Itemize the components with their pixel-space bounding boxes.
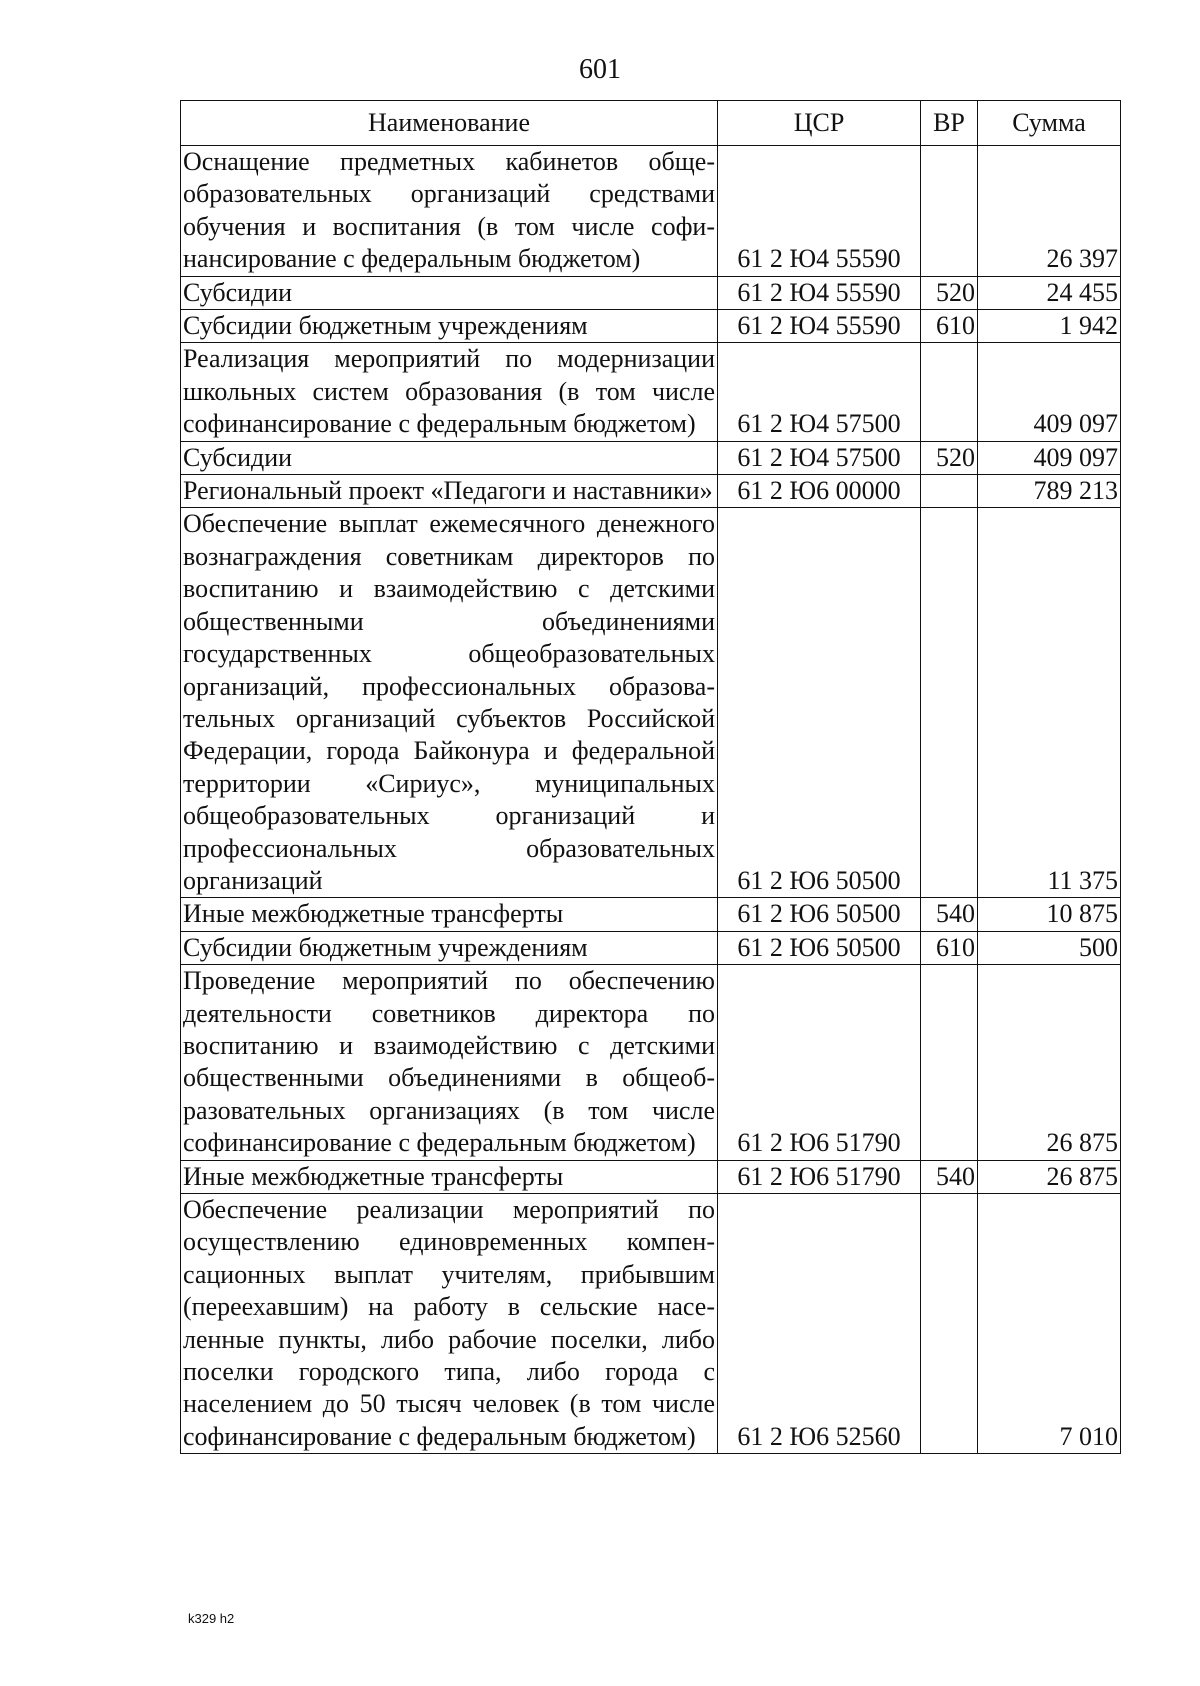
table-row <box>181 931 1121 964</box>
csr-cell: 61 2 Ю6 52560 <box>718 1194 921 1454</box>
vr-cell <box>921 965 978 1160</box>
table-row <box>181 146 1121 277</box>
name-cell: Субсидии бюджетным учреждениям <box>181 931 718 964</box>
csr-cell: 61 2 Ю4 55590 <box>718 146 921 277</box>
vr-cell <box>921 1194 978 1454</box>
name-cell: Иные межбюджетные трансферты <box>181 1160 718 1193</box>
csr-cell: 61 2 Ю4 57500 <box>718 441 921 474</box>
sum-cell: 26 875 <box>978 965 1121 1160</box>
name-cell: Обеспечение выплат ежемесячного денежного вознаграждения советникам директоров по воспитанию и взаимодействию с детскими общественными объединениями государственных общеобразовательных организаций, профессиональных образовательных организаций субъектов Российской Федерации, города Байконура и федеральной территории «Сириус», муниципальных общеобразовательных организаций и профессиональных образовательных организаций <box>181 508 718 898</box>
table-row <box>181 508 1121 898</box>
table-row <box>181 310 1121 343</box>
vr-cell: 520 <box>921 441 978 474</box>
table-row <box>181 1160 1121 1193</box>
header-vr: ВР <box>921 101 978 146</box>
sum-cell: 11 375 <box>978 508 1121 898</box>
csr-cell: 61 2 Ю4 55590 <box>718 310 921 343</box>
sum-cell: 26 397 <box>978 146 1121 277</box>
sum-cell: 409 097 <box>978 343 1121 441</box>
header-name: Наименование <box>181 101 718 146</box>
header-csr: ЦСР <box>718 101 921 146</box>
csr-cell: 61 2 Ю6 51790 <box>718 1160 921 1193</box>
table-row <box>181 1194 1121 1454</box>
vr-cell <box>921 508 978 898</box>
name-cell: Оснащение предметных кабинетов общеобразовательных организаций средствами обучения и воспитания (в том числе софинансирование с федеральным бюджетом) <box>181 146 718 277</box>
vr-cell <box>921 475 978 508</box>
vr-cell: 610 <box>921 931 978 964</box>
csr-cell: 61 2 Ю6 50500 <box>718 931 921 964</box>
sum-cell: 1 942 <box>978 310 1121 343</box>
sum-cell: 789 213 <box>978 475 1121 508</box>
table-row <box>181 276 1121 309</box>
header-sum: Сумма <box>978 101 1121 146</box>
csr-cell: 61 2 Ю6 00000 <box>718 475 921 508</box>
page-number: 601 <box>579 54 621 85</box>
vr-cell: 520 <box>921 276 978 309</box>
name-cell: Проведение мероприятий по обеспечению деятельности советников директора по воспитанию и взаимодействию с детскими общественными объединениями в общеобразовательных организациях (в том числе софинансирование с федеральным бюджетом) <box>181 965 718 1160</box>
csr-cell: 61 2 Ю6 50500 <box>718 898 921 931</box>
vr-cell: 540 <box>921 898 978 931</box>
sum-cell: 7 010 <box>978 1194 1121 1454</box>
sum-cell: 409 097 <box>978 441 1121 474</box>
vr-cell: 610 <box>921 310 978 343</box>
table-row <box>181 898 1121 931</box>
name-cell: Субсидии <box>181 441 718 474</box>
vr-cell: 540 <box>921 1160 978 1193</box>
sum-cell: 500 <box>978 931 1121 964</box>
csr-cell: 61 2 Ю4 55590 <box>718 276 921 309</box>
document-code: k329 h2 <box>188 1611 235 1626</box>
name-cell: Обеспечение реализации мероприятий по осуществлению единовременных компенсационных выплат учителям, прибывшим (переехавшим) на работу в сельские населенные пункты, либо рабочие поселки, либо поселки городского типа, либо города с населением до 50 тысяч человек (в том числе софинансирование с федеральным бюджетом) <box>181 1194 718 1454</box>
sum-cell: 24 455 <box>978 276 1121 309</box>
csr-cell: 61 2 Ю6 50500 <box>718 508 921 898</box>
name-cell: Субсидии <box>181 276 718 309</box>
table-row <box>181 343 1121 441</box>
table-body <box>181 146 1121 1454</box>
vr-cell <box>921 343 978 441</box>
csr-cell: 61 2 Ю6 51790 <box>718 965 921 1160</box>
sum-cell: 10 875 <box>978 898 1121 931</box>
table-header-row <box>181 101 1121 146</box>
name-cell: Реализация мероприятий по модернизации школьных систем образования (в том числе софинансирование с федеральным бюджетом) <box>181 343 718 441</box>
name-cell: Субсидии бюджетным учреждениям <box>181 310 718 343</box>
sum-cell: 26 875 <box>978 1160 1121 1193</box>
table-row <box>181 475 1121 508</box>
budget-table <box>180 100 1121 1454</box>
table-row <box>181 441 1121 474</box>
csr-cell: 61 2 Ю4 57500 <box>718 343 921 441</box>
table-row <box>181 965 1121 1160</box>
name-cell: Региональный проект «Педагоги и наставники» <box>181 475 718 508</box>
vr-cell <box>921 146 978 277</box>
name-cell: Иные межбюджетные трансферты <box>181 898 718 931</box>
